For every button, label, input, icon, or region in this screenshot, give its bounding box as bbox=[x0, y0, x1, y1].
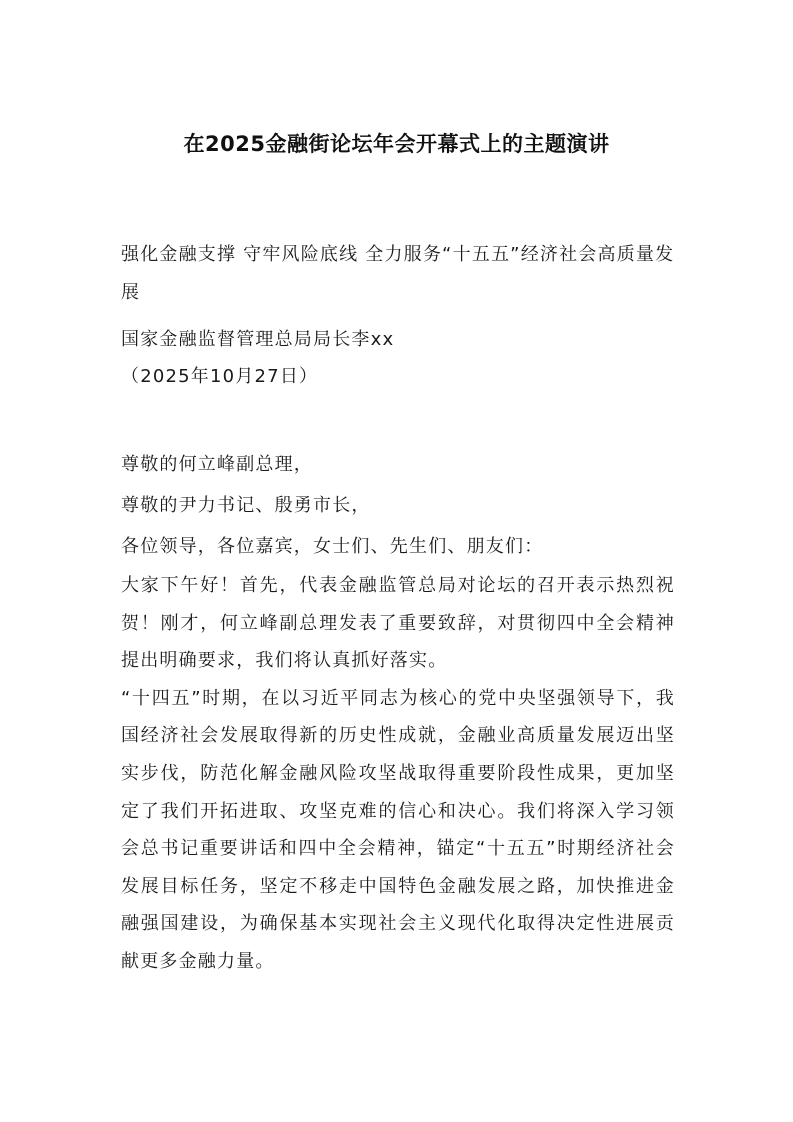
salutation-line: 各位领导，各位嘉宾，女士们、先生们、朋友们： bbox=[121, 536, 544, 557]
body-paragraph: 大家下午好！首先，代表金融监管总局对论坛的召开表示热烈祝贺！刚才，何立峰副总理发表了重要致辞，对贯彻四中全会精神提出明确要求，我们将认真抓好落实。 bbox=[121, 575, 675, 672]
speech-meta bbox=[121, 321, 675, 395]
date-line: （2025年10月27日） bbox=[121, 366, 319, 387]
document-title: 在2025金融街论坛年会开幕式上的主题演讲 bbox=[183, 132, 610, 156]
salutation-line: 尊敬的何立峰副总理， bbox=[121, 454, 313, 475]
speaker-line: 国家金融监督管理总局局长李xx bbox=[121, 329, 395, 350]
speech-body bbox=[121, 444, 675, 981]
speech-subtitle: 强化金融支撑 守牢风险底线 全力服务“十五五”经济社会高质量发展 bbox=[121, 244, 675, 303]
body-paragraph: “十四五”时期，在以习近平同志为核心的党中央坚强领导下，我国经济社会发展取得新的历史性成就，金融业高质量发展迈出坚实步伐，防范化解金融风险攻坚战取得重要阶段性成果，更加坚定了我们开拓进取、攻坚克难的信心和决心。我们将深入学习领会总书记重要讲话和四中全会精神，锚定“十五五”时期经济社会发展目标任务，坚定不移走中国特色金融发展之路，加快推进金融强国建设，为确保基本实现社会主义现代化取得决定性进展贡献更多金融力量。 bbox=[121, 687, 675, 972]
salutation-line: 尊敬的尹力书记、殷勇市长， bbox=[121, 495, 371, 516]
